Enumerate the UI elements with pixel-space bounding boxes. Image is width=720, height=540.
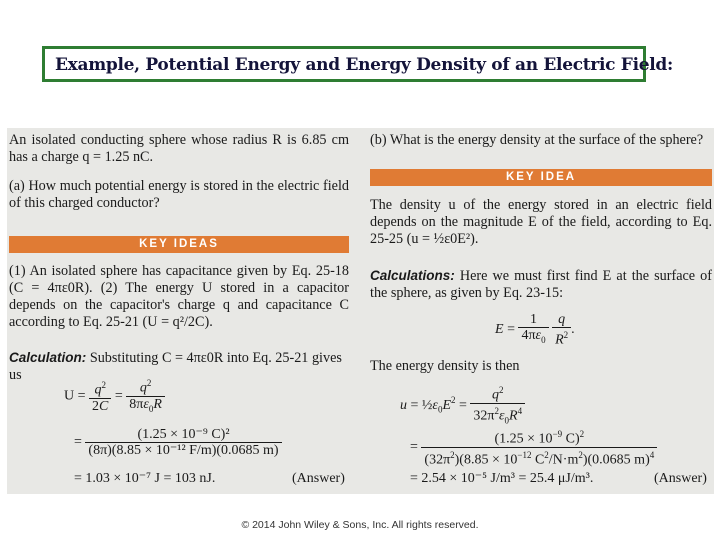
calculation-label: Calculation: xyxy=(9,350,87,365)
numeric-denominator: (8π)(8.85 × 10⁻¹² F/m)(0.0685 m) xyxy=(88,443,279,458)
fraction-density-numeric: $\frac{(1.25 \times 10^{-9} C)^2}{(32\pi^2)(8.85 \times 10^{-12} C^2/N\cdot m^2)(0.0685 m)^4}$ xyxy=(421,427,657,467)
equation-u-density-result: = 2.54 × 10⁻⁵ J/m³ = 25.4 μJ/m³. xyxy=(410,471,594,486)
equation-e-field: E = $\frac{1}{4\pi\varepsilon_0}$ $\frac{q}{R^2}$ . xyxy=(495,312,575,348)
fraction-1-over-4pi-eps: $\frac{1}{4\pi\varepsilon_0}$ xyxy=(518,312,548,348)
fraction-numeric xyxy=(85,427,281,458)
energy-density-intro: The energy density is then xyxy=(370,358,520,374)
key-idea-text: The density u of the energy stored in an electric field depends on the magnitude E of the field, according to Eq. 25-25 (u = ½ε0E²). xyxy=(370,197,712,247)
equation-u-density-numeric: = $\frac{(1.25 \times 10^{-9} C)^2}{(32\pi^2)(8.85 \times 10^{-12} C^2/N\cdot m^2)(0.0685 m)^4}$ xyxy=(410,427,657,467)
fraction-q-over-r2: $\frac{q}{R^2}$ xyxy=(552,312,571,348)
answer-label-b: (Answer) xyxy=(654,471,707,486)
equation-u-numeric-eq: = xyxy=(74,434,82,450)
slide-title-box xyxy=(42,46,673,82)
key-ideas-text: (1) An isolated sphere has capacitance given by Eq. 25-18 (C = 4πε0R). (2) The energy U stored in a capacitor depends on the capacitor's charge q and capacitance C according to Eq. 25-21 (U = q²/2C). xyxy=(9,263,349,330)
equation-u-numeric xyxy=(74,427,282,458)
calculations-paragraph xyxy=(370,267,712,302)
equation-u-density: $u = \frac{1}{2}\varepsilon_0E^2$ = $\frac{q^2}{32\pi^2\varepsilon_0R^4}$ xyxy=(400,383,525,428)
key-ideas-bar: KEY IDEAS xyxy=(9,236,349,253)
calculation-text: Substituting C = 4πε0R into Eq. 25-21 gives us xyxy=(9,350,342,383)
copyright-footer: © 2014 John Wiley & Sons, Inc. All rights reserved. xyxy=(241,519,479,531)
calculations-label: Calculations: xyxy=(370,268,455,283)
calculation-paragraph xyxy=(9,349,349,384)
part-a-question: (a) How much potential energy is stored in the electric field of this charged conductor? xyxy=(9,178,349,211)
equation-u-lhs: U = xyxy=(64,388,86,404)
result-value: = 1.03 × 10⁻⁷ J = 103 nJ. xyxy=(74,471,216,486)
problem-intro: An isolated conducting sphere whose radius R is 6.85 cm has a charge q = 1.25 nC. xyxy=(9,132,349,165)
answer-label-a: (Answer) xyxy=(292,471,345,486)
calculations-text: Here we must first find E at the surface of the sphere, as given by Eq. 23-15: xyxy=(370,268,712,301)
numeric-numerator: (1.25 × 10⁻⁹ C)² xyxy=(85,427,281,443)
part-b-question: (b) What is the energy density at the surface of the sphere? xyxy=(370,132,704,148)
fraction-q2-over-8pi-eps-r: $\frac{q^2}{8\pi\varepsilon_0R}$ xyxy=(126,376,165,416)
slide-title: Example, Potential Energy and Energy Density of an Electric Field: xyxy=(55,55,673,75)
equation-u-result xyxy=(74,470,215,487)
equation-u-symbolic: U = $\frac{q^2}{2C}$ = $\frac{q^2}{8\pi\varepsilon_0R}$ xyxy=(64,376,165,416)
key-idea-bar: KEY IDEA xyxy=(370,169,712,186)
fraction-q2-over-32pi2: $\frac{q^2}{32\pi^2\varepsilon_0R^4}$ xyxy=(470,383,525,428)
fraction-q2-over-2c: $\frac{q^2}{2C}$ xyxy=(89,378,111,414)
